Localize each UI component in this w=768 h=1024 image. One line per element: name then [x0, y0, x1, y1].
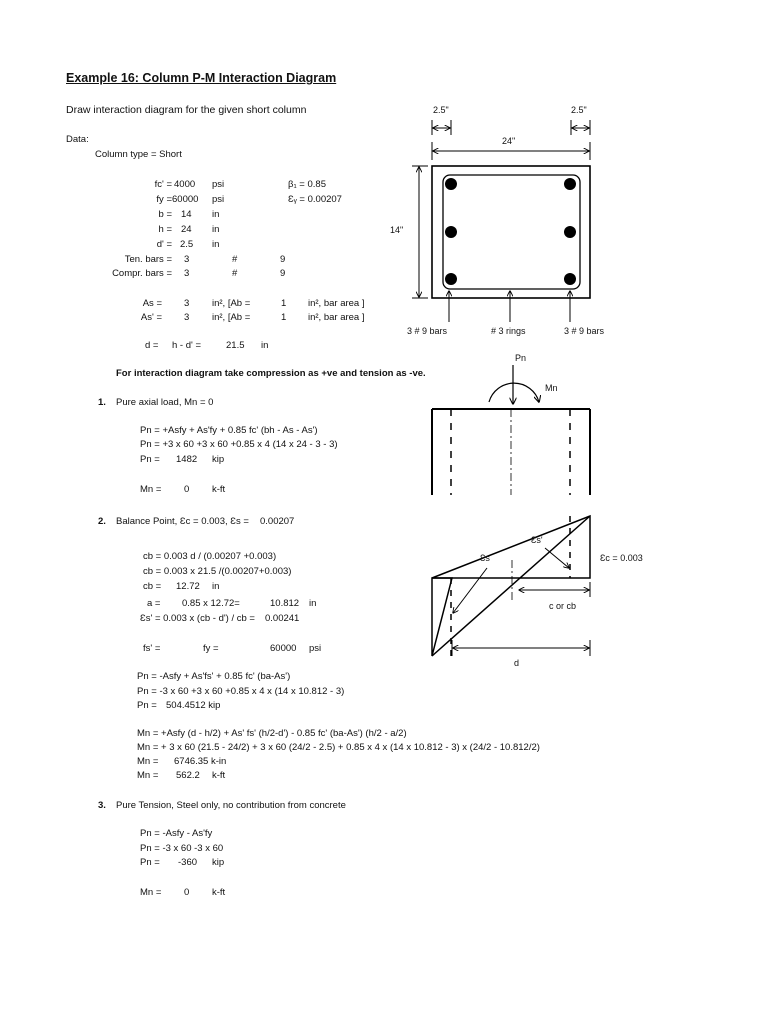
result-value: 504.4512 kip	[166, 700, 221, 711]
label-rings: # 3 rings	[491, 326, 526, 336]
label-eps-s-prime: Ɛs'	[531, 535, 543, 545]
area-ab: 1	[281, 298, 287, 309]
column-cross-section	[412, 120, 590, 322]
sign-note: For interaction diagram take compression as +ve and tension as -ve.	[116, 368, 426, 379]
area-value: 3	[184, 312, 190, 323]
prop-label: h =	[158, 224, 172, 235]
bar-label: Compr. bars =	[112, 268, 172, 279]
area-unit: in², [Ab =	[212, 312, 251, 323]
area-tail: in², bar area ]	[308, 312, 365, 323]
equation: Pn = -Asfy - As'fy	[140, 828, 213, 839]
label-bars-left: 3 # 9 bars	[407, 326, 448, 336]
label-eps-c: Ɛc = 0.003	[600, 553, 643, 563]
beta1: β₁ = 0.85	[288, 179, 326, 190]
section-number: 1.	[98, 397, 106, 408]
result-label: Mn =	[137, 756, 159, 767]
area-tail: in², bar area ]	[308, 298, 365, 309]
result-unit: kip	[212, 454, 225, 465]
result-unit: psi	[309, 643, 322, 654]
result-unit: k-ft	[212, 887, 226, 898]
d-value: 21.5	[226, 340, 245, 351]
bar-size: 9	[280, 268, 286, 279]
result-label: fs' =	[143, 643, 161, 654]
result-label: cb =	[143, 581, 162, 592]
bar-count: 3	[184, 268, 190, 279]
equation: cb = 0.003 x 21.5 /(0.00207+0.003)	[143, 566, 292, 577]
section-title: Balance Point, Ɛc = 0.003, Ɛs =	[116, 516, 249, 527]
equation: Pn = +Asfy + As'fy + 0.85 fc' (bh - As - As')	[140, 425, 318, 436]
bar-count: 3	[184, 254, 190, 265]
result-value: 562.2	[176, 770, 200, 781]
prop-unit: psi	[212, 179, 225, 190]
strain-diagram	[432, 516, 590, 656]
equation: Pn = -Asfy + As'fs' + 0.85 fc' (ba-As')	[137, 671, 291, 682]
result-value: 12.72	[176, 581, 200, 592]
area-value: 3	[184, 298, 190, 309]
result-value: 10.812	[270, 598, 300, 609]
equation: Pn = +3 x 60 +3 x 60 +0.85 x 4 (14 x 24 - 3 - 3)	[140, 439, 338, 450]
section-title: Pure Tension, Steel only, no contribution from concrete	[116, 800, 346, 811]
d-unit: in	[261, 340, 269, 351]
area-label: As =	[142, 298, 162, 309]
prop-label: fc' =	[154, 179, 172, 190]
dim-cover-left: 2.5"	[433, 105, 449, 115]
bar-label: Ten. bars =	[124, 254, 172, 265]
label-d: d	[514, 658, 520, 668]
equation: Pn = -3 x 60 +3 x 60 +0.85 x 4 x (14 x 10.812 - 3)	[137, 686, 345, 697]
prop-label: b =	[158, 209, 172, 220]
result-value: 1482	[176, 454, 198, 465]
section-number: 3.	[98, 800, 106, 811]
result-value: -360	[178, 857, 198, 868]
section-title-value: 0.00207	[260, 516, 295, 527]
prop-value: 60000	[172, 194, 199, 205]
prop-label: d' =	[156, 239, 172, 250]
data-label: Data:	[66, 134, 89, 145]
subtitle: Draw interaction diagram for the given short column	[66, 104, 307, 116]
prop-value: 14	[181, 209, 192, 220]
result-unit: k-ft	[212, 484, 226, 495]
dim-height: 14"	[390, 225, 404, 235]
label-bars-right: 3 # 9 bars	[564, 326, 605, 336]
result-value: 0	[184, 887, 190, 898]
prop-value: 2.5	[180, 239, 194, 250]
result-value: 60000	[270, 643, 297, 654]
prop-value: 24	[181, 224, 192, 235]
label-c: c or cb	[549, 601, 577, 611]
result-unit: in	[309, 598, 317, 609]
result-label: a =	[147, 598, 161, 609]
section-title: Pure axial load, Mn = 0	[116, 397, 214, 408]
eps-y: Ɛᵧ = 0.00207	[288, 194, 342, 205]
column-type: Column type = Short	[95, 149, 182, 160]
equation: Mn = + 3 x 60 (21.5 - 24/2) + 3 x 60 (24/2 - 2.5) + 0.85 x 4 x (14 x 10.812 - 3) x (24/2 - 10.812/2)	[137, 742, 540, 753]
dim-cover-right: 2.5"	[571, 105, 587, 115]
result-expr: 0.85 x 12.72=	[182, 598, 240, 609]
d-label: d =	[145, 340, 159, 351]
prop-value: 4000	[174, 179, 196, 190]
area-ab: 1	[281, 312, 287, 323]
result-value: 0	[184, 484, 190, 495]
result-unit: k-ft	[212, 770, 226, 781]
result-label: Mn =	[137, 770, 159, 781]
result-value: 6746.35 k-in	[174, 756, 227, 767]
label-mn: Mn	[545, 383, 558, 393]
result-expr: fy =	[203, 643, 219, 654]
equation: Mn = +Asfy (d - h/2) + As' fs' (h/2-d') - 0.85 fc' (ba-As') (h/2 - a/2)	[137, 728, 407, 739]
prop-unit: in	[212, 239, 220, 250]
label-eps-s: Ɛs	[480, 553, 490, 563]
dim-width: 24"	[502, 136, 516, 146]
area-label: As' =	[140, 312, 162, 323]
result-label: Pn =	[140, 454, 160, 465]
result-unit: in	[212, 581, 220, 592]
prop-unit: in	[212, 224, 220, 235]
result-label: Pn =	[140, 857, 160, 868]
result-label: Mn =	[140, 484, 162, 495]
section-number: 2.	[98, 516, 106, 527]
d-expr: h - d' =	[172, 340, 202, 351]
area-unit: in², [Ab =	[212, 298, 251, 309]
bar-hash: #	[232, 254, 238, 265]
equation: Ɛs' = 0.003 x (cb - d') / cb =	[140, 613, 255, 624]
equation: cb = 0.003 d / (0.00207 +0.003)	[143, 551, 277, 562]
bar-hash: #	[232, 268, 238, 279]
result-label: Pn =	[137, 700, 157, 711]
prop-unit: in	[212, 209, 220, 220]
bar-size: 9	[280, 254, 286, 265]
prop-label: fy =	[156, 194, 172, 205]
equation: Pn = -3 x 60 -3 x 60	[140, 843, 224, 854]
result-value: 0.00241	[265, 613, 300, 624]
page-title: Example 16: Column P-M Interaction Diagram	[66, 71, 337, 85]
result-unit: kip	[212, 857, 225, 868]
column-elevation	[432, 365, 590, 495]
label-pn: Pn	[515, 353, 527, 363]
result-label: Mn =	[140, 887, 162, 898]
prop-unit: psi	[212, 194, 225, 205]
